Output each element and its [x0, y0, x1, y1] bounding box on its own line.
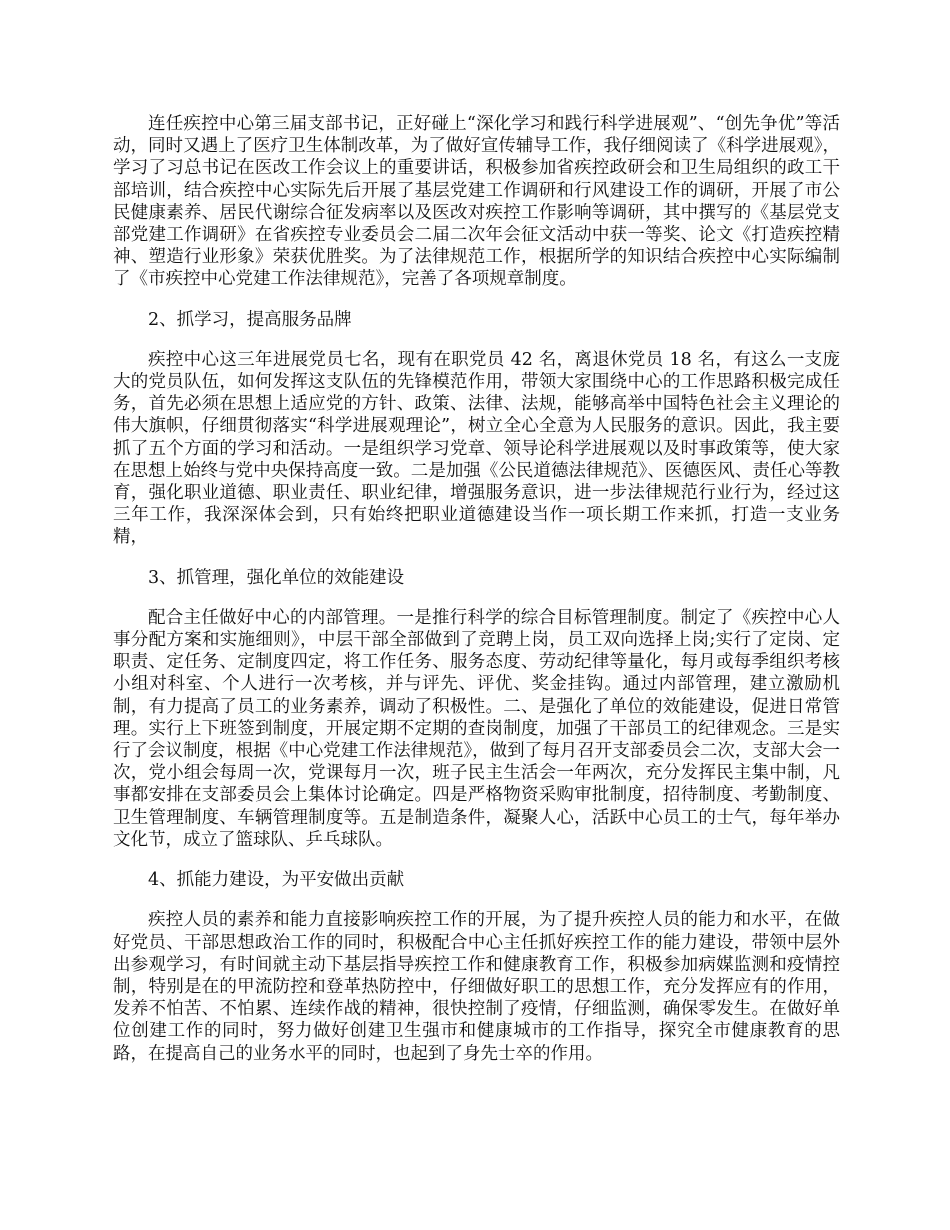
- document-body: [113, 113, 840, 1083]
- paragraph-party-secretary: 连任疾控中心第三届支部书记，正好碰上“深化学习和践行科学进展观”、“创先争优”等活动，同时又遇上了医疗卫生体制改革，为了做好宣传辅导工作，我仔细阅读了《科学进展观》，学习了习总书记在医改工作会议上的重要讲话，积极参加省疾控政研会和卫生局组织的政工干部培训，结合疾控中心实际先后开展了基层党建工作调研和行风建设工作的调研，开展了市公民健康素养、居民代谢综合征发病率以及医改对疾控工作影响等调研，其中撰写的《基层党支部党建工作调研》在省疾控专业委员会二届二次年会征文活动中获一等奖、论文《打造疾控精神、塑造行业形象》荣获优胜奖。为了法律规范工作，根据所学的知识结合疾控中心实际编制了《市疾控中心党建工作法律规范》，完善了各项规章制度。: [113, 114, 840, 290]
- section-heading-study: 2、抓学习，提高服务品牌: [148, 309, 352, 330]
- section-heading-management: 3、抓管理，强化单位的效能建设: [148, 567, 405, 588]
- paragraph-capacity: 疾控人员的素养和能力直接影响疾控工作的开展，为了提升疾控人员的能力和水平，在做好党员、干部思想政治工作的同时，积极配合中心主任抓好疾控工作的能力建设，带领中层外出参观学习，有时间就主动下基层指导疾控工作和健康教育工作，积极参加病媒监测和疫情控制，特别是在的甲流防控和登革热防控中，仔细做好职工的思想工作，充分发挥应有的作用，发养不怕苦、不怕累、连续作战的精神，很快控制了疫情，仔细监测，确保零发生。在做好单位创建工作的同时，努力做好创建卫生强市和健康城市的工作指导，探究全市健康教育的思路，在提高自己的业务水平的同时，也起到了身先士卒的作用。: [113, 910, 840, 1064]
- paragraph-management: 配合主任做好中心的内部管理。一是推行科学的综合目标管理制度。制定了《疾控中心人事分配方案和实施细则》，中层干部全部做到了竞聘上岗，员工双向选择上岗;实行了定岗、定职责、定任务、定制度四定，将工作任务、服务态度、劳动纪律等量化，每月或每季组织考核小组对科室、个人进行一次考核，并与评先、评优、奖金挂钩。通过内部管理，建立激励机制，有力提高了员工的业务素养，调动了积极性。二、是强化了单位的效能建设，促进日常管理。实行上下班签到制度，开展定期不定期的查岗制度，加强了干部员工的纪律观念。三是实行了会议制度，根据《中心党建工作法律规范》，做到了每月召开支部委员会二次，支部大会一次，党小组会每周一次，党课每月一次，班子民主生活会一年两次，充分发挥民主集中制，凡事都安排在支部委员会上集体讨论确定。四是严格物资采购审批制度，招待制度、考勤制度、卫生管理制度、车辆管理制度等。五是制造条件，凝聚人心，活跃中心员工的士气，每年举办文化节，成立了篮球队、乒乓球队。: [113, 607, 840, 850]
- section-heading-capacity: 4、抓能力建设，为平安做出贡献: [148, 870, 405, 891]
- paragraph-study: 疾控中心这三年进展党员七名，现有在职党员 42 名，离退休党员 18 名，有这么一支庞大的党员队伍，如何发挥这支队伍的先锋模范作用，带领大家围绕中心的工作思路积极完成任务，首先必须在思想上适应党的方针、政策、法律、法规，能够高举中国特色社会主义理论的伟大旗帜，仔细贯彻落实“科学进展观理论”，树立全心全意为人民服务的意识。因此，我主要抓了五个方面的学习和活动。一是组织学习党章、领导论科学进展观以及时事政策等，使大家在思想上始终与党中央保持高度一致。二是加强《公民道德法律规范》、医德医风、责任心等教育，强化职业道德、职业责任、职业纪律，增强服务意识，进一步法律规范行业行为，经过这三年工作，我深深体会到，只有始终把职业道德建设当作一项长期工作来抓，打造一支业务精，: [113, 349, 840, 548]
